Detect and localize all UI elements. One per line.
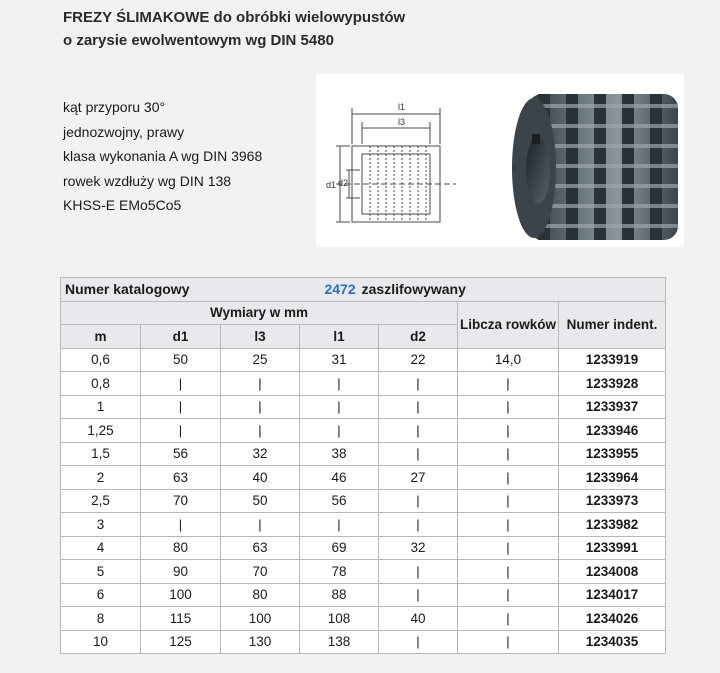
cell-ident: 1234017	[559, 583, 666, 607]
cell-m: 5	[61, 560, 141, 584]
cell-d1: 80	[141, 536, 221, 560]
catalog-number: 2472	[324, 281, 356, 298]
cell-ident: 1233928	[559, 372, 666, 396]
cell-l1: |	[300, 372, 379, 396]
cell-l3: 80	[221, 583, 300, 607]
col-header-m: m	[61, 325, 141, 349]
cell-ident: 1233919	[559, 348, 666, 372]
label-d1: d1	[326, 180, 337, 190]
table-row	[61, 372, 666, 396]
cell-rows: |	[458, 536, 559, 560]
cell-l1: 138	[300, 630, 379, 654]
cell-ident: 1233937	[559, 395, 666, 419]
cell-l1: 69	[300, 536, 379, 560]
catalog-table	[60, 277, 666, 654]
table-row	[61, 583, 666, 607]
cell-d2: |	[379, 372, 458, 396]
cell-ident: 1233955	[559, 442, 666, 466]
cell-d2: |	[379, 489, 458, 513]
cell-d2: |	[379, 583, 458, 607]
cell-m: 2,5	[61, 489, 141, 513]
cell-l3: 25	[221, 348, 300, 372]
cell-rows: 14,0	[458, 348, 559, 372]
catalog-row	[61, 278, 666, 302]
cell-d1: |	[141, 372, 221, 396]
cell-ident: 1233982	[559, 513, 666, 537]
col-header-l3: l3	[221, 325, 300, 349]
cell-l3: |	[221, 513, 300, 537]
cell-d2: 32	[379, 536, 458, 560]
spec-item: rowek wzdłuży wg DIN 138	[63, 172, 232, 189]
cell-m: 8	[61, 607, 141, 631]
cell-ident: 1233991	[559, 536, 666, 560]
cell-m: 0,8	[61, 372, 141, 396]
cell-rows: |	[458, 583, 559, 607]
title-line-1: FREZY ŚLIMAKOWE do obróbki wielowypustów	[63, 9, 406, 26]
cell-l1: |	[300, 419, 379, 443]
cell-rows: |	[458, 466, 559, 490]
spec-item: KHSS-E EMo5Co5	[63, 197, 182, 213]
cell-m: 3	[61, 513, 141, 537]
cell-rows: |	[458, 513, 559, 537]
cell-rows: |	[458, 560, 559, 584]
cell-rows: |	[458, 419, 559, 443]
cell-ident: 1234008	[559, 560, 666, 584]
cell-d2: 40	[379, 607, 458, 631]
cell-d1: 125	[141, 630, 221, 654]
table-row	[61, 442, 666, 466]
catalog-label: Numer katalogowy	[65, 281, 190, 298]
cell-d2: |	[379, 419, 458, 443]
cell-rows: |	[458, 630, 559, 654]
cell-d2: |	[379, 442, 458, 466]
table-row	[61, 419, 666, 443]
cell-l3: 32	[221, 442, 300, 466]
spec-list	[63, 95, 262, 218]
cell-l3: 63	[221, 536, 300, 560]
cell-d1: 90	[141, 560, 221, 584]
cell-l1: 38	[300, 442, 379, 466]
cell-m: 0,6	[61, 348, 141, 372]
col-header-l1: l1	[300, 325, 379, 349]
page-title	[63, 6, 405, 52]
cell-rows: |	[458, 442, 559, 466]
cell-d1: 115	[141, 607, 221, 631]
cell-m: 1,5	[61, 442, 141, 466]
title-line-2: o zarysie ewolwentowym wg DIN 5480	[63, 32, 334, 49]
cell-m: 2	[61, 466, 141, 490]
cell-d2: |	[379, 513, 458, 537]
table-row	[61, 466, 666, 490]
cell-l1: 78	[300, 560, 379, 584]
cell-d2: 27	[379, 466, 458, 490]
cell-l3: 100	[221, 607, 300, 631]
cell-l1: 108	[300, 607, 379, 631]
cell-rows: |	[458, 607, 559, 631]
header-row-1	[61, 301, 666, 325]
cell-l3: 50	[221, 489, 300, 513]
cell-d1: 56	[141, 442, 221, 466]
cell-d2: |	[379, 560, 458, 584]
table-body	[61, 348, 666, 654]
ident-number-header: Numer indent.	[559, 301, 666, 348]
table-row	[61, 560, 666, 584]
col-header-d1: d1	[141, 325, 221, 349]
table-row	[61, 630, 666, 654]
cell-l1: |	[300, 395, 379, 419]
label-l3: l3	[398, 117, 406, 127]
cell-d2: |	[379, 630, 458, 654]
dimensions-group-header: Wymiary w mm	[61, 301, 458, 325]
cell-ident: 1234035	[559, 630, 666, 654]
cell-d1: |	[141, 513, 221, 537]
spec-item: jednozwojny, prawy	[63, 123, 185, 140]
spec-item: kąt przyporu 30°	[63, 99, 166, 115]
hob-cutter-photo	[512, 94, 678, 240]
cell-l1: |	[300, 513, 379, 537]
cell-m: 10	[61, 630, 141, 654]
table-row	[61, 513, 666, 537]
spec-item: klasa wykonania A wg DIN 3968	[63, 148, 263, 164]
cell-l3: |	[221, 372, 300, 396]
product-figure	[316, 74, 684, 247]
cell-d2: |	[379, 395, 458, 419]
col-header-d2: d2	[379, 325, 458, 349]
cell-d1: 50	[141, 348, 221, 372]
cell-d1: |	[141, 395, 221, 419]
cell-rows: |	[458, 395, 559, 419]
cell-ident: 1233973	[559, 489, 666, 513]
cell-rows: |	[458, 372, 559, 396]
cell-m: 6	[61, 583, 141, 607]
table-row	[61, 348, 666, 372]
cell-m: 4	[61, 536, 141, 560]
cell-d1: |	[141, 419, 221, 443]
cell-m: 1	[61, 395, 141, 419]
cell-l3: |	[221, 419, 300, 443]
catalog-number-cell	[61, 278, 666, 302]
cell-rows: |	[458, 489, 559, 513]
cell-l3: 130	[221, 630, 300, 654]
cell-ident: 1233964	[559, 466, 666, 490]
hob-drawing	[316, 74, 684, 247]
table-row	[61, 607, 666, 631]
cell-l1: 56	[300, 489, 379, 513]
label-d2: d2	[338, 178, 349, 188]
table-row	[61, 536, 666, 560]
cell-l3: |	[221, 395, 300, 419]
cell-d1: 100	[141, 583, 221, 607]
table-row	[61, 395, 666, 419]
cell-l3: 70	[221, 560, 300, 584]
cell-l1: 88	[300, 583, 379, 607]
rows-count-header: Libcza rowków	[458, 301, 559, 348]
cell-d1: 63	[141, 466, 221, 490]
cell-l1: 31	[300, 348, 379, 372]
label-l1: l1	[398, 102, 406, 112]
technical-drawing	[336, 108, 456, 222]
cell-d1: 70	[141, 489, 221, 513]
table-row	[61, 489, 666, 513]
cell-l3: 40	[221, 466, 300, 490]
cell-ident: 1234026	[559, 607, 666, 631]
cell-m: 1,25	[61, 419, 141, 443]
cell-l1: 46	[300, 466, 379, 490]
cell-d2: 22	[379, 348, 458, 372]
cell-ident: 1233946	[559, 419, 666, 443]
catalog-note: zaszlifowywany	[361, 281, 466, 298]
